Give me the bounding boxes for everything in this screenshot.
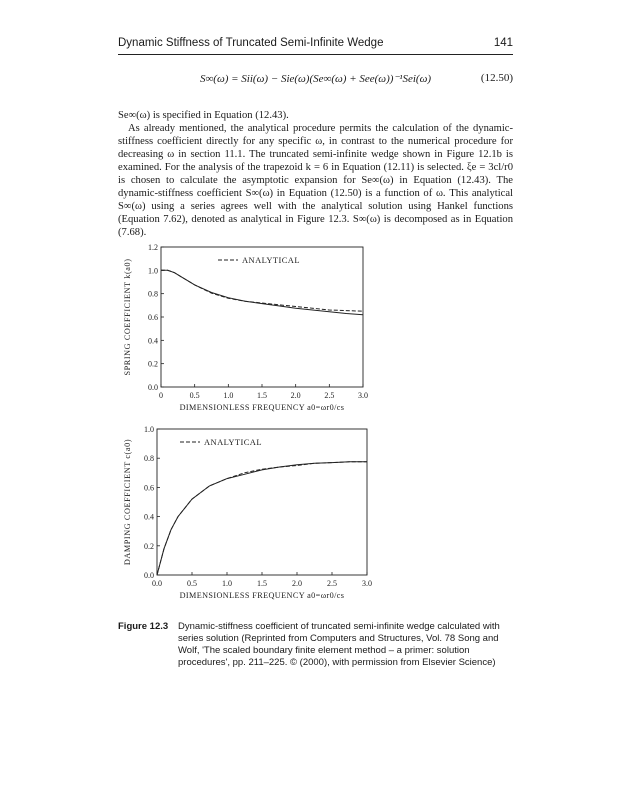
y-tick-label: 0.4 — [148, 336, 158, 346]
x-tick-label: 0.5 — [189, 391, 200, 400]
running-title: Dynamic Stiffness of Truncated Semi-Infinite Wedge — [118, 37, 384, 49]
x-tick-label: 2.5 — [324, 391, 335, 400]
y-axis-label: DAMPING COEFFICIENT c(a0) — [123, 438, 132, 566]
y-tick-label: 1.0 — [148, 266, 158, 276]
x-axis-label: DIMENSIONLESS FREQUENCY a0=ωr0/cs — [179, 403, 345, 412]
caption-text: Dynamic-stiffness coefficient of truncated semi-infinite wedge calculated with series solution (Reprinted from Computers and Structures, Vol. 78 Song and Wolf, 'The scaled boundary finite element method – a primer: solution procedures', pp. 211–225. © (2000), with permission from Elsevier Science) — [178, 621, 500, 668]
y-tick-label: 0.8 — [148, 289, 158, 299]
series-solution-line — [157, 462, 367, 575]
y-tick-label: 0.0 — [148, 383, 158, 392]
y-tick-label: 0.8 — [144, 454, 154, 464]
y-tick-label: 0.6 — [148, 313, 158, 322]
paragraph-2: As already mentioned, the analytical procedure permits the calculation of the dynamic-stiffness coefficient directly for any specific ω, in contrast to the numerical procedure for decreasing ω in section 11.1. The truncated semi-infinite wedge shown in Figure 12.1b is examined. For the analysis of the trapezoid k = 6 in Equation (12.11) is selected. ξe = 3cl/r0 is chosen to calculate the asymptotic expansion for Se∞(ω) in Equation (12.43). The dynamic-stiffness coefficient S∞(ω) in Equation (12.50) is a function of ω. This analytical S∞(ω) using a series agrees well with the analytical solution using Hankel functions (Equation 7.62), denoted as analytical in Figure 12.3. S∞(ω) is decomposed as in Equation (7.68). — [118, 122, 513, 239]
x-tick-label: 3.0 — [358, 391, 368, 400]
caption-label: Figure 12.3 — [118, 621, 169, 632]
x-tick-label: 0 — [159, 391, 163, 400]
x-tick-label: 1.5 — [257, 579, 267, 588]
y-axis-label: SPRING COEFFICIENT k(a0) — [123, 258, 132, 376]
x-tick-label: 0.5 — [187, 579, 197, 588]
y-tick-label: 1.2 — [148, 243, 158, 252]
spring-coefficient-chart — [118, 238, 398, 416]
x-tick-label: 3.0 — [362, 579, 372, 588]
x-tick-label: 1.0 — [223, 391, 234, 400]
y-tick-label: 0.2 — [148, 359, 158, 369]
y-tick-label: 0.2 — [144, 541, 154, 551]
x-tick-label: 1.0 — [222, 579, 232, 588]
analytical-series-line — [161, 270, 363, 311]
x-tick-label: 2.0 — [292, 579, 302, 588]
x-tick-label: 2.5 — [327, 579, 337, 588]
header-rule — [118, 54, 513, 55]
x-tick-label: 1.5 — [257, 391, 267, 400]
y-tick-label: 0.6 — [144, 483, 154, 493]
legend-entry: ANALYTICAL — [204, 437, 262, 447]
y-tick-label: 0.4 — [144, 512, 154, 522]
y-tick-label: 1.0 — [144, 425, 154, 434]
damping-coefficient-chart — [118, 422, 398, 612]
equation-12-50 — [118, 72, 513, 88]
x-tick-label: 2.0 — [290, 391, 301, 400]
page-header — [118, 37, 513, 49]
x-axis-label: DIMENSIONLESS FREQUENCY a0=ωr0/cs — [179, 591, 345, 600]
series-solution-line — [161, 270, 363, 314]
equation-number: (12.50) — [480, 72, 513, 84]
legend-entry: ANALYTICAL — [242, 255, 300, 265]
paragraph-1: Se∞(ω) is specified in Equation (12.43). — [118, 109, 289, 121]
page-number: 141 — [493, 37, 513, 49]
plot-frame — [157, 429, 367, 575]
plot-frame — [161, 247, 363, 387]
y-tick-label: 0.0 — [144, 571, 154, 580]
x-tick-label: 0.0 — [152, 579, 162, 588]
figure-caption — [118, 621, 513, 669]
equation-body: S∞(ω) = Sii(ω) − Sie(ω)(Se∞(ω) + See(ω))⁻¹Sei(ω) — [199, 73, 432, 85]
analytical-series-line — [157, 462, 367, 575]
